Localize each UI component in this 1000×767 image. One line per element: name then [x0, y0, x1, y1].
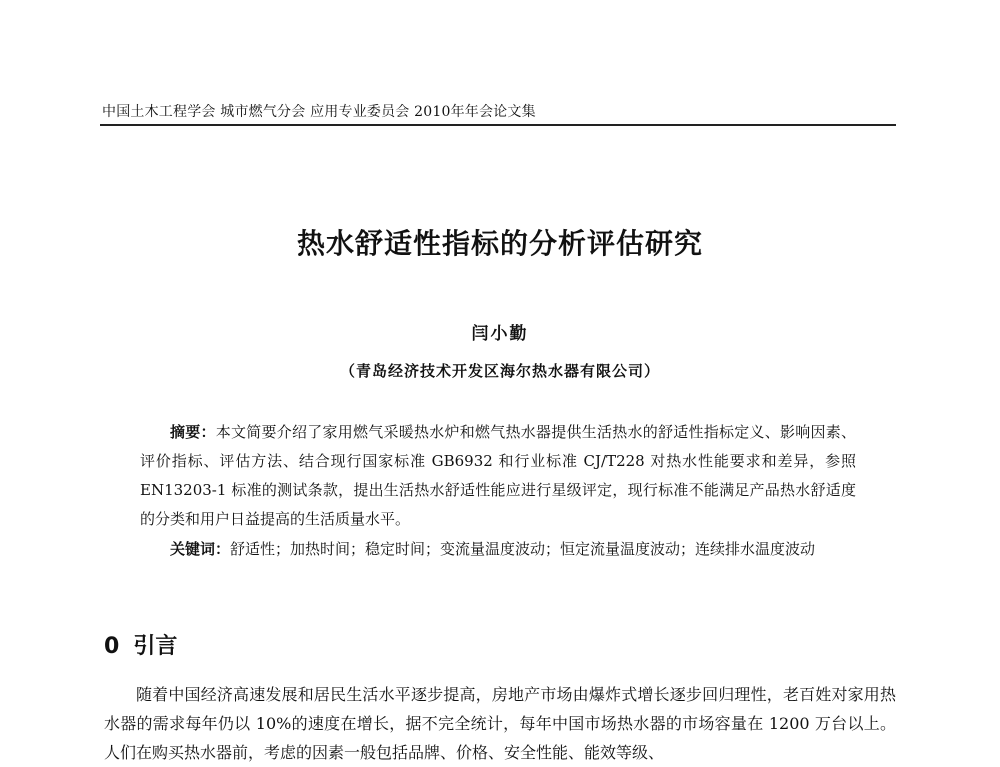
keywords — [140, 535, 856, 564]
paper-title: 热水舒适性指标的分析评估研究 — [296, 227, 703, 260]
section-title: 引言 — [133, 634, 178, 659]
keywords-text: 舒适性；加热时间；稳定时间；变流量温度波动；恒定流量温度波动；连续排水温度波动 — [230, 540, 816, 558]
abstract — [140, 418, 856, 534]
introduction-paragraph: 随着中国经济高速发展和居民生活水平逐步提高，房地产市场由爆炸式增长逐步回归理性，老百姓对家用热水器的需求每年仍以 10%的速度在增长，据不完全统计，每年中国市场热水器的市场容量在 1200 万台以上。人们在购买热水器前，考虑的因素一般包括品牌、价格、安全性能、能效等级、 — [104, 685, 896, 762]
paper-author: 闫小勤 — [471, 324, 529, 344]
running-header — [100, 100, 896, 126]
keywords-label: 关键词： — [170, 540, 231, 558]
abstract-text: 本文简要介绍了家用燃气采暖热水炉和燃气热水器提供生活热水的舒适性指标定义、影响因素、评价指标、评估方法、结合现行国家标准 GB6932 和行业标准 CJ/T228 对热水性能要求和差异，参照 EN13203-1 标准的测试条款，提出生活热水舒适性能应进行星级评定，现行标准不能满足产品热水舒适度的分类和用户日益提高的生活质量水平。 — [140, 423, 856, 528]
section-heading-introduction — [104, 632, 177, 662]
author-affiliation: （青岛经济技术开发区海尔热水器有限公司） — [339, 362, 660, 380]
running-header-text: 中国土木工程学会 城市燃气分会 应用专业委员会 2010年年会论文集 — [102, 104, 536, 120]
abstract-label: 摘要： — [170, 423, 216, 441]
section-number: 0 — [104, 634, 120, 659]
